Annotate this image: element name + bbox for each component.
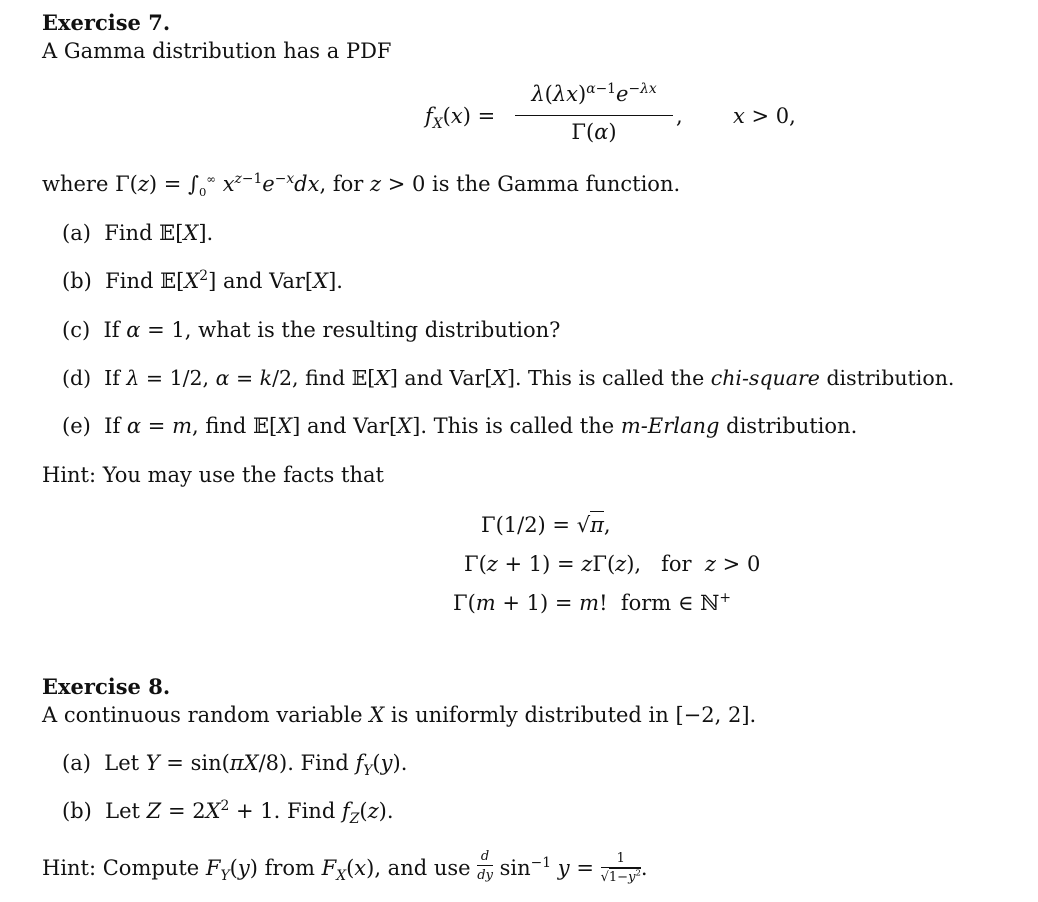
ex8-hint: Hint: Compute $F_Y(y)$ from $F_X(x)$, and use $\frac{d}{dy}$ $\sin^{-1} y$ = $\frac{1}{√1-y^2}$ .: [42, 849, 648, 886]
fact-gamma-half: Γ(1/2) = √π,: [481, 513, 611, 537]
pdf-comma: ,: [676, 104, 683, 128]
fact-gamma-factorial: Γ(m + 1) = m! form ∈ ℕ+: [453, 590, 731, 615]
pdf-denominator: Γ(α): [571, 120, 617, 144]
ex7-item-c: (c) If α = 1, what is the resulting distribution?: [62, 318, 561, 342]
ex7-hint: Hint: You may use the facts that: [42, 463, 384, 487]
gamma-function-definition: where $\Gamma(z) = \int_0^\infty$ $x^{z-1}e^{-x}dx$, for z > 0 is the Gamma function.: [42, 171, 681, 200]
pdf-numerator: $\lambda(\lambda x)^{\alpha-1}e^{-\lambda x}$: [531, 81, 657, 106]
ex7-item-d: (d) If λ = 1/2, α = k/2, find 𝔼[X] and Var[X]. This is called the chi-square distribution.: [62, 366, 955, 390]
pdf-condition: x > 0,: [733, 104, 796, 128]
exercise-8-title: Exercise 8.: [42, 674, 171, 699]
exercise-7-title: Exercise 7.: [42, 10, 171, 35]
pdf-lhs: $f_X(x)$ =: [425, 104, 496, 133]
ex7-item-b: (b) Find $𝔼[X^2]$ and Var[X].: [62, 268, 343, 293]
ex7-item-e: (e) If α = m, find 𝔼[X] and Var[X]. This is called the m-Erlang distribution.: [62, 414, 858, 438]
ex7-item-a: (a) Find 𝔼[X].: [62, 221, 214, 245]
ex8-item-b: (b) Let $Z = 2X^2 + 1$. Find $f_Z(z)$.: [62, 798, 394, 828]
ex8-item-a: (a) Let Y = sin(πX/8). Find $f_Y(y)$.: [62, 751, 408, 780]
fact-gamma-recursion: Γ(z + 1) = zΓ(z), for z > 0: [464, 552, 761, 576]
pdf-fraction-bar: [515, 115, 673, 116]
exercise-7-intro: A Gamma distribution has a PDF: [42, 39, 392, 63]
exercise-8-intro: A continuous random variable X is uniformly distributed in [−2, 2].: [42, 703, 757, 727]
